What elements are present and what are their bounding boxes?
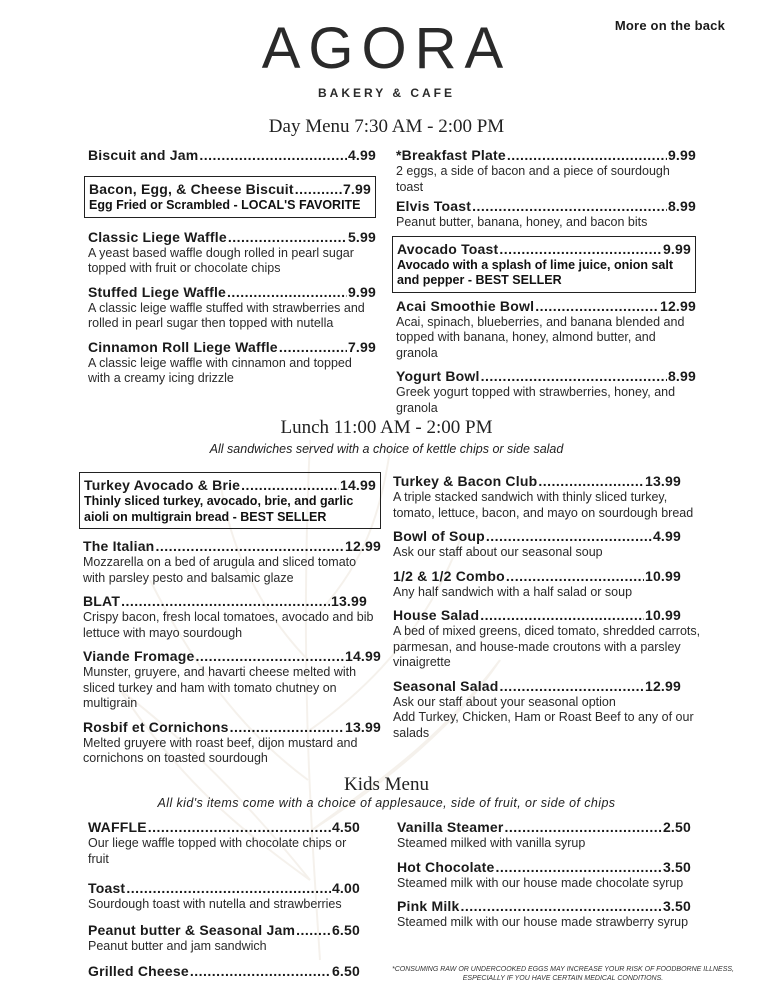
menu-item: Elvis Toast ..... 8.99 Peanut butter, banana, honey, and bacon bits <box>396 197 696 231</box>
menu-item: Toast ..... 4.00 Sourdough toast with nutella and strawberries <box>88 879 360 913</box>
menu-item: Pink Milk ..... 3.50 Steamed milk with our house made strawberry syrup <box>397 897 691 931</box>
day-menu-right-column <box>396 146 696 422</box>
menu-item: 1/2 & 1/2 Combo ..... 10.99 Any half sandwich with a half salad or soup <box>393 567 705 601</box>
menu-item: Acai Smoothie Bowl ..... 12.99 Acai, spinach, blueberries, and banana blended and topped with banana, honey, almond butter, and granola <box>396 297 696 362</box>
menu-item: Turkey & Bacon Club ..... 13.99 A triple stacked sandwich with thinly sliced turkey, tomato, lettuce, bacon, and mayo on sourdough bread <box>393 472 705 521</box>
menu-item: House Salad ..... 10.99 A bed of mixed greens, diced tomato, shredded carrots, parmesan, and house-made croutons with a parsley vinaigrette <box>393 606 705 671</box>
day-menu-left-column <box>88 146 376 393</box>
menu-item: Peanut butter & Seasonal Jam ..... 6.50 Peanut butter and jam sandwich <box>88 921 360 955</box>
lunch-menu-left-column <box>83 472 381 773</box>
menu-item: Grilled Cheese ..... 6.50 <box>88 962 360 980</box>
menu-item: WAFFLE ..... 4.50 Our liege waffle topped with chocolate chips or fruit <box>88 818 360 867</box>
menu-item: Classic Liege Waffle ..... 5.99 A yeast based waffle dough rolled in pearl sugar topped with fruit or chocolate chips <box>88 228 376 277</box>
menu-item: Biscuit and Jam ..... 4.99 <box>88 146 376 164</box>
food-safety-disclaimer: *CONSUMING RAW OR UNDERCOOKED EGGS MAY INCREASE YOUR RISK OF FOODBORNE ILLNESS, ESPECIALLY IF YOU HAVE CERTAIN MEDICAL CONDITIONS. <box>391 966 735 982</box>
menu-item: Yogurt Bowl ..... 8.99 Greek yogurt topped with strawberries, honey, and granola <box>396 367 696 416</box>
brand-tagline: BAKERY & CAFE <box>317 86 455 100</box>
lunch-menu-right-column <box>393 472 705 747</box>
brand-name: AGORA <box>261 16 512 81</box>
menu-item-featured: Turkey Avocado & Brie ..... 14.99 Thinly sliced turkey, avocado, brie, and garlic aioli on multigrain bread - BEST SELLER <box>79 472 381 529</box>
menu-item: Seasonal Salad ..... 12.99 Ask our staff about your seasonal option Add Turkey, Chicken, Ham or Roast Beef to any of our salads <box>393 677 705 742</box>
menu-item: *Breakfast Plate ..... 9.99 2 eggs, a side of bacon and a piece of sourdough toast <box>396 146 696 195</box>
kids-menu-title: Kids Menu <box>344 774 429 795</box>
menu-item: BLAT ..... 13.99 Crispy bacon, fresh local tomatoes, avocado and bib lettuce with mayo sourdough <box>83 592 381 641</box>
lunch-menu-title: Lunch 11:00 AM - 2:00 PM <box>280 417 493 438</box>
kids-menu-subtitle: All kid's items come with a choice of applesauce, side of fruit, or side of chips <box>157 796 616 810</box>
menu-item: Cinnamon Roll Liege Waffle ..... 7.99 A classic leige waffle with cinnamon and topped with a creamy icing drizzle <box>88 338 376 387</box>
more-on-back-note: More on the back <box>614 18 725 33</box>
salad-add-note: Add Turkey, Chicken, Ham or Roast Beef to any of our salads <box>393 710 694 740</box>
menu-item-featured: Bacon, Egg, & Cheese Biscuit ..... 7.99 Egg Fried or Scrambled - LOCAL'S FAVORITE <box>84 176 376 218</box>
kids-menu-right-column <box>397 818 691 937</box>
menu-item: Stuffed Liege Waffle ..... 9.99 A classic leige waffle stuffed with strawberries and rolled in pearl sugar then topped with nutella <box>88 283 376 332</box>
menu-item: Rosbif et Cornichons ..... 13.99 Melted gruyere with roast beef, dijon mustard and cornichons on toasted sourdough <box>83 718 381 767</box>
lunch-menu-subtitle: All sandwiches served with a choice of kettle chips or side salad <box>209 442 564 456</box>
day-menu-title: Day Menu 7:30 AM - 2:00 PM <box>268 116 505 137</box>
menu-item: Hot Chocolate ..... 3.50 Steamed milk with our house made chocolate syrup <box>397 858 691 892</box>
brand-logo <box>0 14 773 100</box>
kids-menu-left-column <box>88 818 360 986</box>
menu-item: Vanilla Steamer ..... 2.50 Steamed milked with vanilla syrup <box>397 818 691 852</box>
menu-item: Viande Fromage ..... 14.99 Munster, gruyere, and havarti cheese melted with sliced turkey and ham with tomato chutney on multigrain <box>83 647 381 712</box>
menu-item: Bowl of Soup ..... 4.99 Ask our staff about our seasonal soup <box>393 527 705 561</box>
menu-item-featured: Avocado Toast ..... 9.99 Avocado with a splash of lime juice, onion salt and pepper - BEST SELLER <box>392 236 696 293</box>
menu-item: The Italian ..... 12.99 Mozzarella on a bed of arugula and sliced tomato with parsley pesto and balsamic glaze <box>83 537 381 586</box>
